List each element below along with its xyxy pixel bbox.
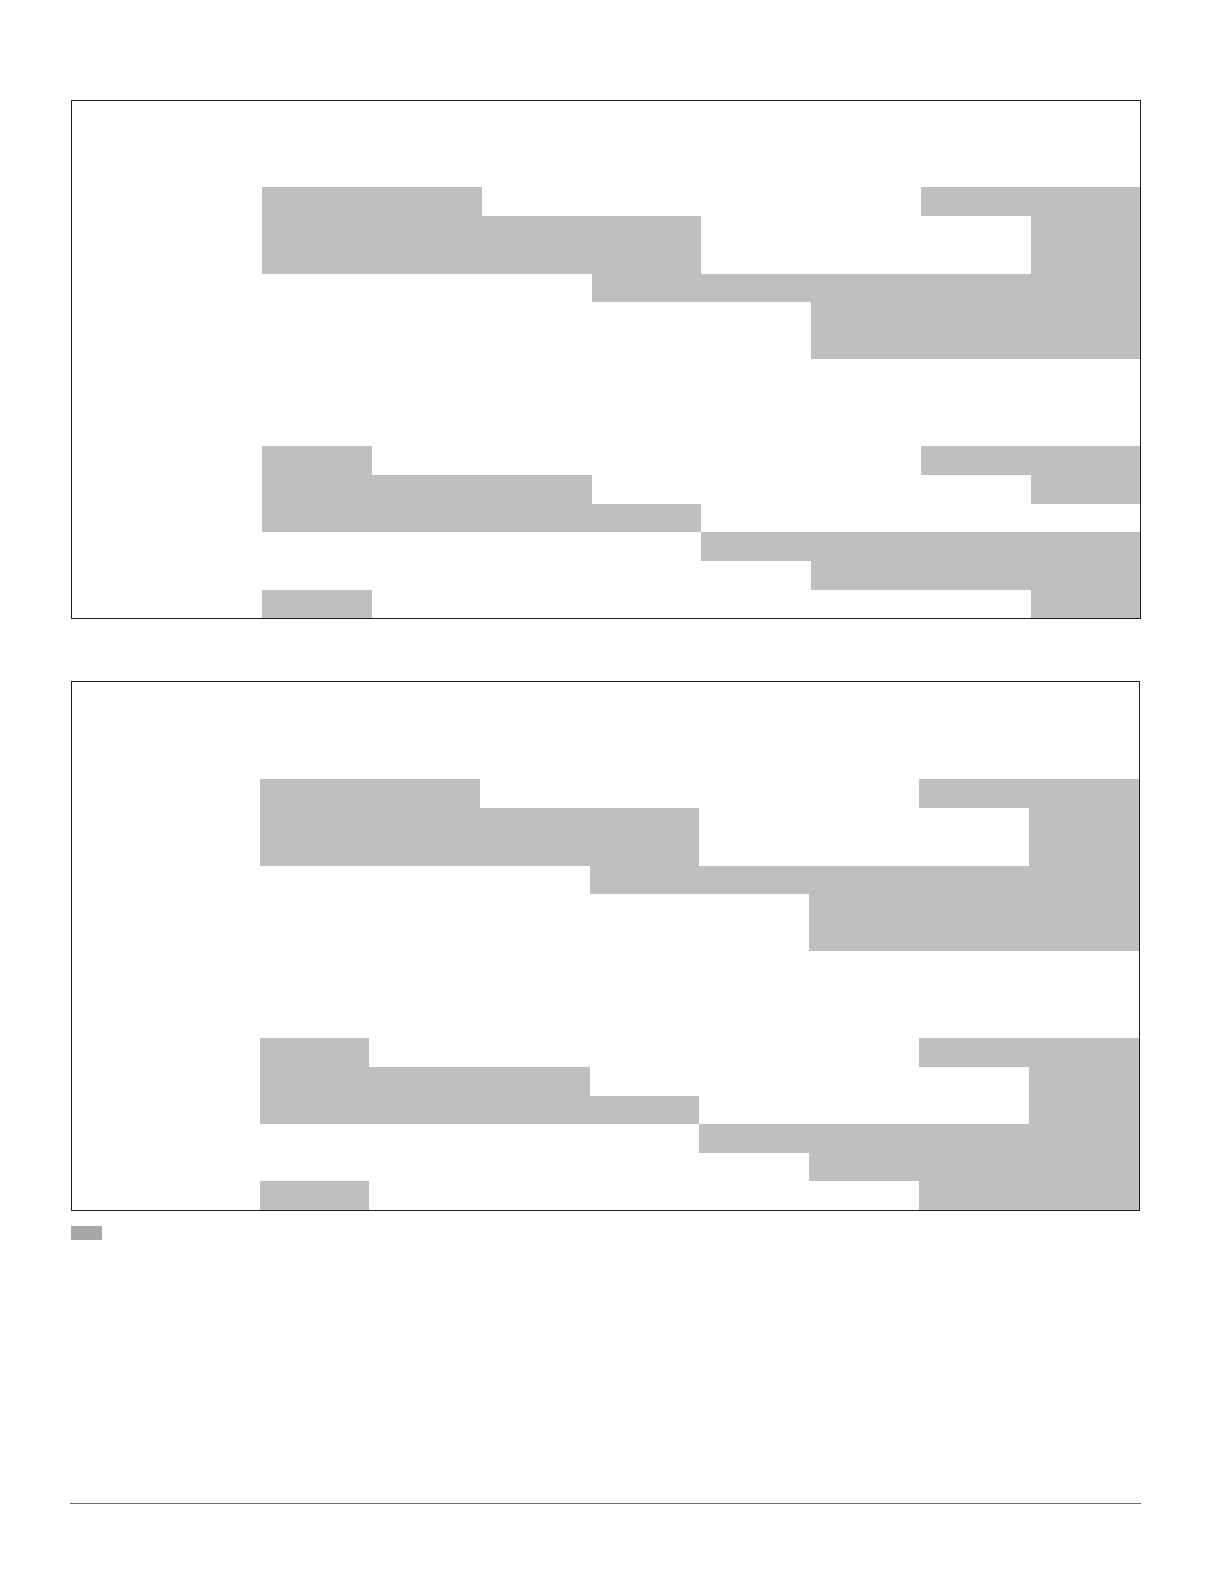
table-2-row-sublabel-cell (178, 894, 261, 924)
table-1-shaded-cell (1031, 475, 1141, 505)
table-1-shaded-cell (1031, 590, 1141, 619)
table-2-blank-cell (369, 866, 481, 895)
table-1-blank-cell (372, 590, 483, 619)
table-2-blank-cell (699, 1067, 810, 1097)
table-1-blank-cell (921, 475, 1032, 505)
table-1-shaded-cell (372, 475, 483, 505)
table-2-blank-cell (809, 1067, 920, 1097)
table-1-shaded-cell (811, 331, 922, 360)
table-2-row-label-cell (71, 837, 179, 867)
table-2-row-sublabel-cell (178, 866, 261, 895)
table-2-shaded-cell (1029, 1153, 1140, 1182)
table-2-row-sublabel-cell (178, 837, 261, 867)
table-1-shaded-cell (811, 302, 922, 332)
table-2-shaded-cell (1029, 894, 1140, 924)
table-2-header-subtitle-cell (260, 980, 1140, 1010)
table-2-row-sublabel-cell (178, 779, 261, 809)
table-1-shaded-cell (262, 216, 373, 246)
table-2-shaded-cell (919, 1181, 1030, 1211)
table-2-shaded-cell (809, 866, 920, 895)
table-2-blank-cell (480, 1153, 591, 1182)
table-2-row-sublabel-cell (178, 1124, 261, 1154)
table-2-header-sublabel-cell (178, 681, 261, 780)
table-1-header-subtitle-cell (262, 129, 1141, 159)
table-1-shaded-cell (262, 590, 373, 619)
table-1-blank-cell (592, 187, 702, 217)
table-1-row-sublabel-cell (178, 331, 263, 360)
table-2-shaded-cell (1029, 808, 1140, 838)
table-1-blank-cell (701, 590, 812, 619)
table-2-shaded-cell (590, 866, 700, 895)
table-2-shaded-cell (699, 1124, 810, 1154)
table-1-shaded-cell (921, 302, 1032, 332)
table-1-blank-cell (262, 561, 373, 591)
table-2-blank-cell (369, 923, 481, 952)
table-2-shaded-cell (480, 1067, 591, 1097)
table-2-shaded-cell (699, 866, 810, 895)
table-1-shaded-cell (262, 475, 373, 505)
table-1-header-label-cell (71, 100, 179, 188)
table-1-row-sublabel-cell (178, 216, 263, 246)
table-2-blank-cell (590, 1038, 700, 1068)
table-1-row-sublabel-cell (178, 532, 263, 562)
table-2-blank-cell (590, 1067, 700, 1097)
table-2-header-subtitle-cell (260, 710, 1140, 740)
table-1-blank-cell (701, 475, 812, 505)
table-2-shaded-cell (590, 837, 700, 867)
table-2-blank-cell (699, 894, 810, 924)
table-1-shaded-cell (921, 274, 1032, 303)
table-2-blank-cell (919, 837, 1030, 867)
table-2-shaded-cell (919, 894, 1030, 924)
table-1-shaded-cell (1031, 187, 1141, 217)
table-1-column-header-cell (592, 158, 702, 188)
table-1-shaded-cell (921, 331, 1032, 360)
table-1-row-sublabel-cell (178, 590, 263, 619)
table-1-blank-cell (921, 590, 1032, 619)
table-1-shaded-cell (372, 187, 483, 217)
table-1-blank-cell (811, 187, 922, 217)
table-2-shaded-cell (809, 1153, 920, 1182)
table-1-shaded-cell (921, 532, 1032, 562)
table-1-shaded-cell (372, 245, 483, 275)
table-2-column-header-cell (260, 739, 370, 780)
table-2-column-header-cell (699, 1009, 810, 1039)
table-1-shaded-cell (921, 446, 1032, 476)
table-2-column-header-cell (809, 1009, 920, 1039)
table-1-blank-cell (262, 274, 373, 303)
table-2-row-label-cell (71, 1096, 179, 1125)
table-1-shaded-cell (701, 532, 812, 562)
table-1-blank-cell (811, 245, 922, 275)
table-1-column-header-cell (811, 417, 922, 447)
table-2-shaded-cell (260, 1067, 370, 1097)
table-1-shaded-cell (372, 216, 483, 246)
table-2-blank-cell (699, 779, 810, 809)
table-1-shaded-cell (1031, 274, 1141, 303)
table-1-blank-cell (482, 561, 593, 591)
table-1-group-label-cell (71, 532, 179, 619)
table-1-shaded-cell (1031, 446, 1141, 476)
table-1-blank-cell (921, 245, 1032, 275)
table-2-blank-cell (919, 1067, 1030, 1097)
table-1-shaded-cell (811, 532, 922, 562)
table-1-shaded-cell (482, 245, 593, 275)
table-1-row-sublabel-cell (178, 187, 263, 217)
table-2-blank-cell (480, 866, 591, 895)
table-1-shaded-cell (1031, 216, 1141, 246)
table-2-blank-cell (480, 923, 591, 952)
table-1-blank-cell (592, 475, 702, 505)
table-2-column-header-cell (809, 739, 920, 780)
table-1-column-header-cell (811, 158, 922, 188)
table-1-row-sublabel-cell (178, 475, 263, 505)
table-1-row-sublabel-cell (178, 504, 263, 533)
table-1-header-title-cell (262, 359, 1141, 389)
table-1-column-header-cell (921, 417, 1032, 447)
table-2-shaded-cell (369, 1067, 481, 1097)
table-1-header-sublabel-cell (178, 100, 263, 188)
table-2-column-header-cell (699, 739, 810, 780)
table-1-row-sublabel-cell (178, 302, 263, 332)
table-1-blank-cell (372, 446, 483, 476)
table-1-shaded-cell (262, 504, 373, 533)
table-2-row-sublabel-cell (178, 1067, 261, 1097)
table-2-blank-cell (699, 1038, 810, 1068)
table-1-shaded-cell (1031, 302, 1141, 332)
table-2-row-label-cell (71, 1181, 179, 1211)
table-2-row-sublabel-cell (178, 923, 261, 952)
table-2-column-header-cell (369, 739, 481, 780)
table-1-column-header-cell (262, 417, 373, 447)
table-2-column-header-cell (480, 1009, 591, 1039)
table-2-blank-cell (480, 1038, 591, 1068)
table-2-shaded-cell (260, 837, 370, 867)
table-2-shaded-cell (590, 1096, 700, 1125)
table-2-blank-cell (699, 808, 810, 838)
table-2-blank-cell (369, 894, 481, 924)
table-1-column-header-cell (372, 417, 483, 447)
table-2-row-sublabel-cell (178, 808, 261, 838)
table-2-shaded-cell (919, 779, 1030, 809)
table-2-blank-cell (480, 1124, 591, 1154)
table-1-blank-cell (482, 590, 593, 619)
table-1-shaded-cell (811, 274, 922, 303)
table-1-shaded-cell (262, 446, 373, 476)
table-1-blank-cell (262, 331, 373, 360)
table-2-shaded-cell (260, 1038, 370, 1068)
table-2-shaded-cell (919, 1038, 1030, 1068)
table-1-column-header-cell (1031, 417, 1141, 447)
table-1-shaded-cell (921, 561, 1032, 591)
table-1-blank-cell (262, 302, 373, 332)
table-2-column-header-cell (919, 1009, 1030, 1039)
table-1-blank-cell (701, 245, 812, 275)
table-1-shaded-cell (262, 245, 373, 275)
table-2-header-title-cell (260, 681, 1140, 711)
table-1-blank-cell (921, 504, 1032, 533)
table-1-row-sublabel-cell (178, 245, 263, 275)
table-2-shaded-cell (1029, 1096, 1140, 1125)
table-1-column-header-cell (482, 417, 593, 447)
table-1-shaded-cell (592, 504, 702, 533)
table-1-shaded-cell (592, 274, 702, 303)
table-1-blank-cell (1031, 504, 1141, 533)
table-1-shaded-cell (592, 216, 702, 246)
table-1-blank-cell (482, 532, 593, 562)
table-1-blank-cell (372, 561, 483, 591)
table-2-blank-cell (260, 1153, 370, 1182)
table-2-header-sublabel-cell (178, 951, 261, 1039)
table-2-shaded-cell (369, 808, 481, 838)
table-1-shaded-cell (1031, 245, 1141, 275)
table-1-blank-cell (811, 446, 922, 476)
table-2-blank-cell (809, 808, 920, 838)
table-1-column-header-cell (262, 158, 373, 188)
table-2-shaded-cell (1029, 1181, 1140, 1211)
table-2-header-title-cell (260, 951, 1140, 981)
table-1-blank-cell (592, 590, 702, 619)
table-2-blank-cell (699, 1181, 810, 1211)
table-1-shaded-cell (482, 475, 593, 505)
table-2-shaded-cell (590, 808, 700, 838)
table-2-blank-cell (699, 1096, 810, 1125)
table-2-blank-cell (590, 923, 700, 952)
table-2-row-sublabel-cell (178, 1038, 261, 1068)
table-1-blank-cell (811, 590, 922, 619)
table-1-blank-cell (482, 302, 593, 332)
table-1-shaded-cell (1031, 331, 1141, 360)
table-2-shaded-cell (260, 779, 370, 809)
table-2-blank-cell (260, 923, 370, 952)
table-1-shaded-cell (372, 504, 483, 533)
table-2-shaded-cell (1029, 866, 1140, 895)
table-2-blank-cell (480, 1181, 591, 1211)
table-2-row-sublabel-cell (178, 1181, 261, 1211)
table-2-blank-cell (919, 808, 1030, 838)
table-2-shaded-cell (480, 1096, 591, 1125)
table-1-row-sublabel-cell (178, 274, 263, 303)
table-2-column-header-cell (590, 739, 700, 780)
table-2-row-sublabel-cell (178, 1153, 261, 1182)
table-2-blank-cell (699, 1153, 810, 1182)
table-1-header-subtitle-cell (262, 388, 1141, 418)
table-2-shaded-cell (369, 1096, 481, 1125)
table-1-header-sublabel-cell (178, 359, 263, 447)
table-1-row-sublabel-cell (178, 561, 263, 591)
table-2-column-header-cell (369, 1009, 481, 1039)
table-2-shaded-cell (809, 923, 920, 952)
table-1-blank-cell (592, 561, 702, 591)
table-2-shaded-cell (1029, 1124, 1140, 1154)
table-1-blank-cell (701, 216, 812, 246)
table-2-shaded-cell (1029, 837, 1140, 867)
table-1-column-header-cell (372, 158, 483, 188)
table-2-blank-cell (260, 1124, 370, 1154)
table-1-row-sublabel-cell (178, 446, 263, 476)
table-2-blank-cell (699, 837, 810, 867)
table-2-blank-cell (480, 894, 591, 924)
table-2-row-label-cell (71, 779, 179, 809)
table-2-blank-cell (369, 1124, 481, 1154)
table-1-blank-cell (372, 532, 483, 562)
table-1-blank-cell (592, 331, 702, 360)
legend-shaded-swatch (71, 1226, 102, 1240)
table-2-row-label-cell (71, 894, 179, 924)
table-1-shaded-cell (1031, 561, 1141, 591)
table-1-blank-cell (811, 504, 922, 533)
table-2-shaded-cell (480, 837, 591, 867)
table-2-blank-cell (590, 779, 700, 809)
table-1-blank-cell (592, 302, 702, 332)
table-1-blank-cell (701, 446, 812, 476)
table-1-blank-cell (482, 187, 593, 217)
table-1-shaded-cell (921, 187, 1032, 217)
table-2-row-label-cell (71, 923, 179, 952)
table-2-shaded-cell (1029, 923, 1140, 952)
table-2-shaded-cell (260, 1181, 370, 1211)
table-2-blank-cell (590, 894, 700, 924)
table-2-header-label-cell (71, 681, 179, 780)
table-2-row-label-cell (71, 1067, 179, 1097)
table-1-shaded-cell (701, 274, 812, 303)
table-2-shaded-cell (809, 1124, 920, 1154)
table-2-shaded-cell (480, 808, 591, 838)
table-2-blank-cell (480, 779, 591, 809)
table-2-column-header-cell (919, 739, 1030, 780)
table-2-blank-cell (369, 1153, 481, 1182)
table-2-blank-cell (809, 779, 920, 809)
table-2-column-header-cell (1029, 1009, 1140, 1039)
table-1-blank-cell (701, 561, 812, 591)
table-1-column-header-cell (482, 158, 593, 188)
table-2-row-sublabel-cell (178, 1096, 261, 1125)
table-2-blank-cell (590, 1124, 700, 1154)
table-1-column-header-cell (1031, 158, 1141, 188)
table-2-row-label-cell (71, 1038, 179, 1068)
table-1-group-label-cell (71, 187, 179, 275)
table-2-blank-cell (809, 1096, 920, 1125)
table-1-header-label-cell (71, 359, 179, 447)
table-1-blank-cell (701, 302, 812, 332)
table-2-blank-cell (260, 866, 370, 895)
table-2-blank-cell (369, 1181, 481, 1211)
table-2-row-label-cell (71, 866, 179, 895)
table-1-column-header-cell (592, 417, 702, 447)
table-1-blank-cell (921, 216, 1032, 246)
table-1-blank-cell (372, 302, 483, 332)
footer-rule (70, 1503, 1141, 1504)
table-2-blank-cell (590, 1181, 700, 1211)
table-2-blank-cell (919, 1096, 1030, 1125)
table-1-column-header-cell (921, 158, 1032, 188)
table-2-shaded-cell (1029, 1067, 1140, 1097)
table-1-blank-cell (262, 532, 373, 562)
table-1-blank-cell (592, 532, 702, 562)
table-1-shaded-cell (1031, 532, 1141, 562)
table-2-column-header-cell (590, 1009, 700, 1039)
table-1-blank-cell (811, 216, 922, 246)
table-2-blank-cell (590, 1153, 700, 1182)
table-1-group-label-cell (71, 274, 179, 360)
table-1-blank-cell (701, 331, 812, 360)
table-1-column-header-cell (701, 417, 812, 447)
table-2-shaded-cell (260, 1096, 370, 1125)
table-2-row-label-cell (71, 1124, 179, 1154)
table-2-shaded-cell (260, 808, 370, 838)
table-1-shaded-cell (811, 561, 922, 591)
table-2-blank-cell (260, 894, 370, 924)
table-1-blank-cell (811, 475, 922, 505)
table-2-column-header-cell (260, 1009, 370, 1039)
table-1-shaded-cell (592, 245, 702, 275)
table-2-column-header-cell (480, 739, 591, 780)
table-2-shaded-cell (369, 779, 481, 809)
table-1-blank-cell (372, 274, 483, 303)
table-2-row-label-cell (71, 1153, 179, 1182)
table-2-shaded-cell (1029, 779, 1140, 809)
table-2-blank-cell (369, 1038, 481, 1068)
table-1-blank-cell (592, 446, 702, 476)
table-1-column-header-cell (701, 158, 812, 188)
table-2-column-header-cell (1029, 739, 1140, 780)
table-1-blank-cell (701, 187, 812, 217)
table-2-shaded-cell (1029, 1038, 1140, 1068)
table-2-blank-cell (809, 1038, 920, 1068)
table-2-shaded-cell (809, 894, 920, 924)
table-2-shaded-cell (919, 923, 1030, 952)
table-1-shaded-cell (482, 216, 593, 246)
table-2-row-label-cell (71, 808, 179, 838)
table-2-header-label-cell (71, 951, 179, 1039)
table-1-blank-cell (482, 274, 593, 303)
table-1-shaded-cell (482, 504, 593, 533)
table-2-blank-cell (699, 923, 810, 952)
table-2-shaded-cell (919, 1124, 1030, 1154)
table-2-shaded-cell (919, 1153, 1030, 1182)
table-2-shaded-cell (369, 837, 481, 867)
table-1-blank-cell (701, 504, 812, 533)
table-1-group-label-cell (71, 446, 179, 533)
table-1-blank-cell (372, 331, 483, 360)
table-1-shaded-cell (262, 187, 373, 217)
table-2-shaded-cell (919, 866, 1030, 895)
table-1-blank-cell (482, 446, 593, 476)
table-2-blank-cell (809, 1181, 920, 1211)
table-1-blank-cell (482, 331, 593, 360)
table-1-header-title-cell (262, 100, 1141, 130)
table-2-blank-cell (809, 837, 920, 867)
